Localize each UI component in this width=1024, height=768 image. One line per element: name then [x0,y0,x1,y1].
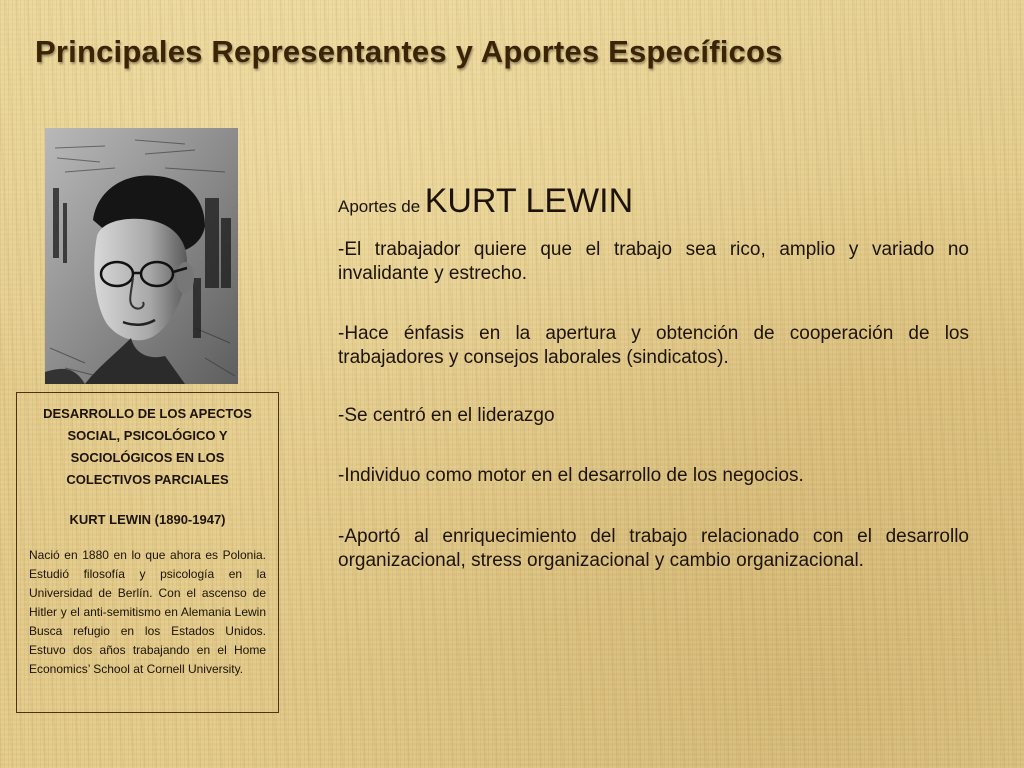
portrait-image [45,128,238,384]
caption-heading-line: COLECTIVOS PARCIALES [66,472,229,487]
slide-title: Principales Representantes y Aportes Específicos [35,34,783,69]
contribution-point: -Aportó al enriquecimiento del trabajo relacionado con el desarrollo organizacional, stress organizacional y cambio organizacional. [338,526,969,571]
subtitle-prefix: Aportes de [338,197,421,216]
contributions-subtitle [338,178,969,224]
subtitle-name: KURT LEWIN [424,182,634,220]
caption-heading-line: DESARROLLO DE LOS APECTOS [43,406,252,421]
biography-caption-box [16,392,279,713]
contribution-point: -Individuo como motor en el desarrollo de los negocios. [338,465,804,486]
caption-biography-text: Nació en 1880 en lo que ahora es Polonia. Estudió filosofía y psicología en la Universidad de Berlín. Con el ascenso de Hitler y el anti-semitismo en Alemania Lewin Busca refugio en los Estados Unidos. Estuvo dos años trabajando en el Home Economics’ School at Cornell University. [29,548,266,676]
contributions-content [338,178,969,573]
caption-heading-line: SOCIOLÓGICOS EN LOS [70,450,225,465]
contribution-point: -El trabajador quiere que el trabajo sea rico, amplio y variado no invalidante y estrecho. [338,239,969,284]
caption-heading-line: SOCIAL, PSICOLÓGICO Y [67,428,228,443]
contribution-point: -Se centró en el liderazgo [338,405,555,426]
caption-person-name: KURT LEWIN (1890-1947) [69,512,226,527]
caption-heading [29,403,266,491]
contribution-point: -Hace énfasis en la apertura y obtención de cooperación de los trabajadores y consejos laborales (sindicatos). [338,323,969,368]
